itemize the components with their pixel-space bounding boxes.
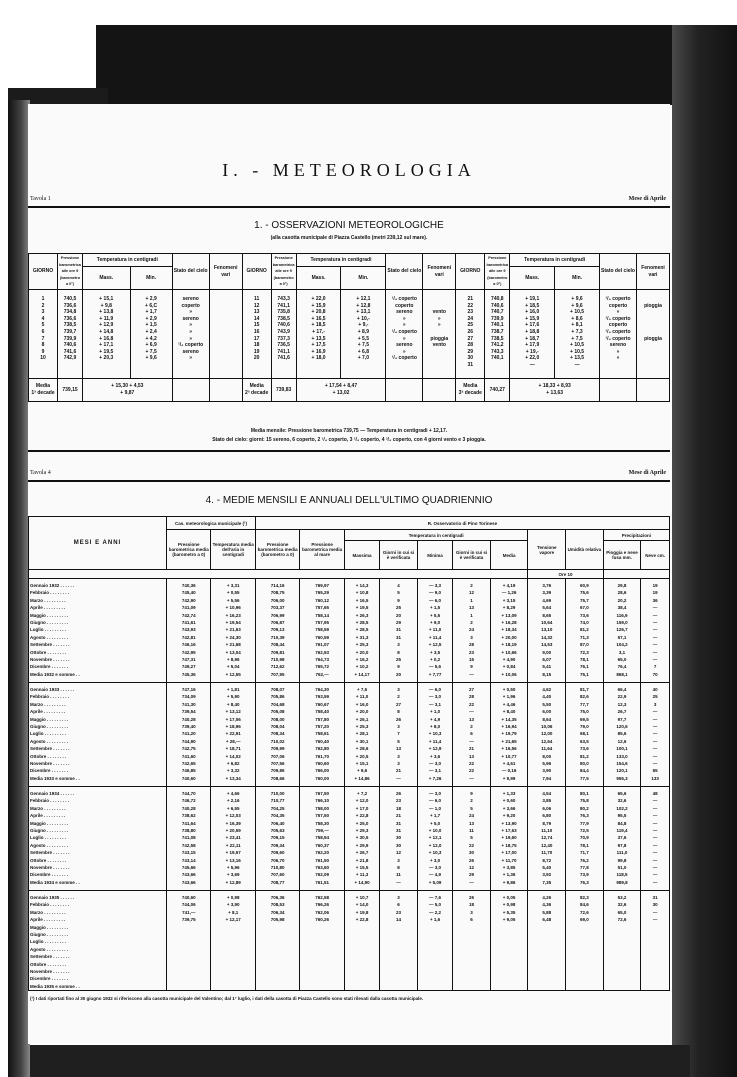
value-column: — 6,0 — 3,0 — 3,1 + 1,0 + 4,9 + 8,0 + 10,3 + 11,4 + 12,9 + 3,6 — 3,0 — 3,1 + 7,26 [417, 683, 452, 787]
value-column: + 1,33 + 0,60 + 3,66 + 9,20 + 13,90 + 17,63 + 19,60 + 18,75 + 17,00 + 11,70 + 3,85 + 1,36 + 9,86 [490, 787, 528, 891]
days-cell: 11 12 13 14 15 16 17 18 19 20 [242, 290, 271, 379]
tmin-cell: + 9,6 + 9,6 + 10,5 + 8,6 + 8,1 + 7,3 + 7,5 + 10,5 + 10,5 + 13,5 — [555, 290, 600, 379]
col-massima: Massima [344, 541, 379, 570]
sky-cell: sereno coperto » sereno » » » ¹/₄ coperto sereno » [172, 290, 209, 379]
avg-pressure: 740,27 [485, 379, 510, 402]
col-fenomeni: Fenomeni vari [209, 254, 242, 290]
year-block-1935 [29, 891, 670, 991]
col-mass: Mass. [296, 267, 341, 290]
tavola1-label: Tavola 1 [30, 196, 51, 202]
col-media: Media [490, 541, 528, 570]
value-column: 26 18 3 6 [453, 891, 491, 991]
value-column: + 3,31 + 0,55 + 5,56 + 10,96 + 16,23 + 19,54 + 21,63 + 24,30 + 21,68 + 13,04 + 8,96 + 5,04 + 12,55 [211, 579, 255, 683]
col-giorno: GIORNO [242, 254, 271, 290]
value-column: 706,36 708,53 706,34 705,98 [255, 891, 299, 991]
avg-pressure: 739,83 [271, 379, 296, 402]
tavola4-month: Mese di Aprile [628, 470, 666, 476]
avg-temp: + 17,54 + 8,47 + 13,02 [296, 379, 386, 402]
sky-cell: ¹/₄ coperto coperto sereno » » ¹/₄ coperto » sereno » ¹/₄ coperto [386, 290, 423, 379]
phenomena-cell: vento » » pioggia vento [423, 290, 456, 379]
col-pressione: Pressione barometrica alle ore 9 (barometro a 0°) [58, 254, 83, 290]
value-column: 3 6 23 14 [380, 891, 418, 991]
pressure-cell: 743,3 741,1 735,8 738,5 740,6 743,9 737,3 736,5 741,1 741,6 [271, 290, 296, 379]
col-pressione: Pressione barometrica alle ore 9 (barometro a 0°) [485, 254, 510, 290]
value-column: 80,1 75,8 80,2 76,3 77,9 72,5 70,9 78,1 71,7 76,2 77,8 73,9 76,3 [566, 787, 604, 891]
summary-line-1: Media mensile: Pressione barometrica 739,75 — Temperatura in centigradi + 12,17. [250, 428, 448, 434]
col-mesi: MESI E ANNI [29, 517, 167, 570]
col-precipitazioni: Precipitazioni [603, 530, 669, 541]
col-temperatura: Temperatura in centigradi [296, 254, 386, 267]
col-temp-c: Temperatura media dell'aria in centigradi [211, 530, 255, 570]
value-column: 740,60 744,06 741,— 739,75 [167, 891, 211, 991]
tmin-cell: + 2,9 + 6,C + 1,7 + 2,9 + 1,5 + 2,4 + 4,2 + 6,9 + 7,5 + 9,6 [130, 290, 172, 379]
tavola1-title: 1. - OSSERVAZIONI METEOROLOGICHE [254, 220, 444, 231]
months-list: Gennaio 1934 . . . . . . Febbraio . . . . . . . . Marzo . . . . . . . . . Aprile . . . . . . . . . Maggio . . . . . . . . . Giugno . . . . . . . . . Luglio . . . . . . . . . Agosto . . . . . . . . . Settembre . . . . . . . Ottobre . . . . . . . . Novembre . . . . . . . Dicembre . . . . . . . Media 1934 e somme . . [29, 787, 167, 891]
tmax-cell: + 15,1 + 9,8 + 13,8 + 11,9 + 12,9 + 14,8 + 16,8 + 17,1 + 19,5 + 20,3 [83, 290, 131, 379]
tavola4-label: Tavola 4 [30, 470, 51, 476]
document-page [28, 104, 670, 1044]
value-column: 60,9 75,6 75,7 67,0 73,6 74,0 81,2 71,3 87,0 72,3 78,1 76,1 75,1 [566, 579, 604, 683]
value-column: 767,50 766,10 758,00 757,50 758,30 759,— 758,94 760,37 762,20 761,50 763,60 762,09 761,51 [300, 787, 344, 891]
value-column: 29,8 28,6 20,2 38,4 116,9 159,0 126,7 57,1 104,2 3,1 65,0 76,4 868,1 [603, 579, 641, 683]
value-column: 31 30 — — [641, 891, 670, 991]
value-column: 2 12 1 13 1 2 24 3 28 23 15 9 — [453, 579, 491, 683]
col-mass: Mass. [510, 267, 555, 290]
tmax-cell: + 22,0 + 15,9 + 20,8 + 16,5 + 18,5 + 17,- + 13,5 + 17,5 + 16,9 + 18,0 [296, 290, 341, 379]
col-stato: Stato del cielo [600, 254, 637, 290]
col-fenomeni: Fenomeni vari [637, 254, 670, 290]
value-column: + 4,66 + 2,16 + 6,55 + 12,03 + 16,39 + 20,59 + 23,41 + 22,11 + 19,57 + 13,16 + 5,96 + 3,69 + 12,89 [211, 787, 255, 891]
tmin-cell: + 12,1 + 12,8 + 13,1 + 10,- + 9,- + 8,9 + 5,5 + 7,5 + 6,8 + 7,0 [341, 290, 386, 379]
col-fenomeni: Fenomeni vari [423, 254, 456, 290]
value-column: + 7,2 + 12,0 + 17,0 + 22,8 + 25,0 + 29,3 + 30,5 + 29,9 + 26,7 + 21,8 + 15,5 + 11,3 + 14,90 [344, 787, 379, 891]
col-giorno: GIORNO [29, 254, 58, 290]
avg-label: Media 3ª decade [456, 379, 485, 402]
value-column: 747,16 734,09 741,30 739,54 740,28 739,40 741,20 744,90 742,75 741,60 742,65 746,85 740,60 [167, 683, 211, 787]
col-min: Min. [555, 267, 600, 290]
phenomena-cell: pioggia pioggia [637, 290, 670, 379]
value-column: — 3,0 — 6,0 — 1,0 + 1,7 + 5,0 + 10,0 + 12,1 + 12,0 + 10,3 + 3,0 — 3,0 — 4,9 + 5,09 [417, 787, 452, 891]
scan-border-left [8, 100, 30, 1077]
value-column: — 7,6 — 5,0 — 2,2 + 1,6 [417, 891, 452, 991]
value-column: 4,54 3,85 6,06 6,80 8,79 11,10 12,74 12,40 11,70 8,72 5,40 3,92 7,35 [528, 787, 566, 891]
value-column: 744,70 746,72 740,28 738,62 741,64 738,80 741,08 742,58 743,15 743,14 745,66 743,66 743,66 [167, 787, 211, 891]
value-column: + 0,50 + 1,96 + 4,46 + 8,40 + 14,35 + 16,94 + 19,79 + 21,65 + 16,56 + 10,77 + 4,61 — 0,16 + 9,99 [490, 683, 528, 787]
scan-border-top [96, 25, 726, 105]
value-column: 4,62 4,40 5,50 6,00 8,64 10,06 12,00 12,64 11,64 8,00 5,96 3,90 7,94 [528, 683, 566, 787]
days-cell: 21 22 23 24 25 26 27 28 29 30 31 [456, 290, 485, 379]
value-column: 3,76 3,39 4,69 5,64 8,65 10,64 13,10 14,32 14,53 9,00 6,07 5,41 8,15 [528, 579, 566, 683]
col-mass: Mass. [83, 267, 131, 290]
value-column: 82,3 84,6 72,6 69,0 [566, 891, 604, 991]
col-giorni-under: Giorni in cui si è verificata [453, 541, 491, 570]
divider [28, 450, 670, 452]
tavola1-subtitle: (alla casotta municipale di Piazza Castello (metri 239,12 sul mare). [270, 235, 428, 241]
col-casotta: Cas. meteorologica municipale (¹) [167, 517, 256, 530]
value-column: 53,2 32,6 65,0 72,6 [603, 891, 641, 991]
value-column: 4,26 4,36 5,88 6,48 [528, 891, 566, 991]
avg-pressure: 739,15 [58, 379, 83, 402]
col-pressione-o: Pressione barometrica media (barometro a 0) [255, 530, 299, 570]
months-list: Gennaio 1935 . . . . . . Febbraio . . . . . . . . Marzo . . . . . . . . . Aprile . . . . . . . . . Maggio . . . . . . . . . Giugno . . . . . . . . . Luglio . . . . . . . . . Agosto . . . . . . . . . Settembre . . . . . . . Ottobre . . . . . . . . Novembre . . . . . . . Dicembre . . . . . . . Media 1935 e somme . . [29, 891, 167, 991]
value-column: + 10,7 + 14,0 + 19,8 + 22,8 [344, 891, 379, 991]
value-column: 762,58 766,26 762,06 760,26 [300, 891, 344, 991]
sky-cell: ¹/₄ coperto coperto » ¹/₄ coperto coperto ¹/₄ coperto ¹/₄ coperto sereno » » [600, 290, 637, 379]
pressure-cell: 740,8 740,6 740,7 739,9 740,1 738,7 738,5 741,2 743,3 740,1 [485, 290, 510, 379]
col-temperatura: Temperatura in centigradi [510, 254, 600, 267]
avg-temp: + 18,33 + 8,93 + 13,63 [510, 379, 600, 402]
col-giorni-over: Giorni in cui si è verificata [380, 541, 418, 570]
value-column: + 0,05 + 0,98 + 5,35 + 9,05 [490, 891, 528, 991]
col-neve: Neve cm. [641, 541, 670, 570]
col-temperatura: Temperatura in centigradi [344, 530, 528, 541]
col-ore: Ore 10 [528, 570, 603, 579]
tmax-cell: + 19,1 + 18,5 + 16,0 + 15,9 + 17,6 + 18,8 + 18,7 + 17,9 + 19,- + 22,0 — [510, 290, 555, 379]
col-tensione: Tensione vapore [528, 530, 566, 570]
col-pressione: Pressione barometrica alle ore 9 (barometro a 0°) [271, 254, 296, 290]
value-column: 48 — — — — — — — — — — — — [641, 787, 670, 891]
col-stato: Stato del cielo [386, 254, 423, 290]
value-column: 9 2 5 24 13 11 5 22 30 26 12 29 — [453, 787, 491, 891]
year-block-1932 [29, 579, 670, 683]
value-column: 740,36 745,40 742,90 741,09 742,74 741,61 743,93 742,81 746,16 742,95 747,31 749,27 745,36 [167, 579, 211, 683]
value-column: + 4,19 — 1,26 + 3,15 + 8,29 + 13,09 + 16,28 + 18,34 + 20,00 + 18,19 + 10,66 + 4,90 + 0,84 + 10,06 [490, 579, 528, 683]
value-column: 81,7 82,6 77,7 75,0 69,5 79,0 68,1 63,5 73,6 81,2 80,0 84,4 77,5 [566, 683, 604, 787]
value-column: 66,4 22,9 12,3 26,7 97,7 120,6 85,6 12,6 100,1 133,0 154,6 120,1 955,3 [603, 683, 641, 787]
avg-temp: + 15,30 + 4,53 + 9,87 [83, 379, 173, 402]
footnote: (¹) I dati riportati fino al 30 giugno 1932 si riferiscono alla casotta municipale del Valentino; dal 1° luglio, i dati della casotta di Piazza Castello sono stati rilevati dalla casotta municipale. [30, 996, 424, 1001]
monthly-averages-table [28, 516, 670, 991]
year-block-1933 [29, 683, 670, 787]
year-block-1934 [29, 787, 670, 891]
pressure-cell: 740,5 736,6 734,8 736,6 738,5 739,7 739,9 740,6 741,6 742,9 [58, 290, 83, 379]
days-cell: 1 2 3 4 5 6 7 8 9 10 [29, 290, 58, 379]
value-column: 27 28 22 — 13 2 6 — 21 13 22 22 — [453, 683, 491, 787]
divider [28, 206, 670, 208]
value-column: + 14,3 + 10,8 + 16,5 + 19,5 + 26,3 + 28,5 + 28,5 + 31,3 + 25,3 + 20,0 + 16,2 + 10,2 + 14,17 [344, 579, 379, 683]
value-column: 65,6 32,6 102,2 95,5 84,8 119,4 37,6 97,8 111,0 99,8 51,0 118,5 989,8 [603, 787, 641, 891]
value-column: 714,16 708,75 706,00 703,37 706,99 706,87 709,13 710,39 708,44 709,81 710,98 712,62 707,95 [255, 579, 299, 683]
col-giorno: GIORNO [456, 254, 485, 290]
col-umidita: Umidità relativa [566, 530, 604, 570]
col-pressione-mare: Pressione barometrica media al mare [300, 530, 344, 570]
months-list: Gennaio 1932 . . . . . . Febbraio . . . . . . . . Marzo . . . . . . . . . Aprile . . . . . . . . . Maggio . . . . . . . . . Giugno . . . . . . . . . Luglio . . . . . . . . . Agosto . . . . . . . . . Settembre . . . . . . . Ottobre . . . . . . . . Novembre . . . . . . . Dicembre . . . . . . . Media 1932 e somme . . [29, 579, 167, 683]
col-minima: Minima [417, 541, 452, 570]
col-stato: Stato del cielo [172, 254, 209, 290]
page-title: I. - METEOROLOGIA [222, 160, 476, 180]
value-column: 19 19 36 — — — — — — — — 7 70 [641, 579, 670, 683]
scan-border-bottom [30, 1045, 690, 1077]
months-list: Gennaio 1933 . . . . . . Febbraio . . . . . . . . Marzo . . . . . . . . . Aprile . . . . . . . . . Maggio . . . . . . . . . Giugno . . . . . . . . . Luglio . . . . . . . . . Agosto . . . . . . . . . Settembre . . . . . . . Ottobre . . . . . . . . Novembre . . . . . . . Dicembre . . . . . . . Media 1933 e somme . . [29, 683, 167, 787]
summary-line-2: Stato del cielo: giorni: 15 sereno, 6 coperto, 2 ¹/₄ coperto, 3 ²/₄ coperto, 4 ³/₄ coperto, con 4 giorni vento e 3 pioggia. [212, 437, 486, 443]
value-column: 26 23 18 21 31 31 30 30 12 3 8 11 — [380, 787, 418, 891]
value-column: 764,30 763,59 760,67 758,40 757,80 757,20 758,61 760,40 762,80 761,70 760,60 766,00 760,00 [300, 683, 344, 787]
scan-border-right [672, 25, 737, 1077]
avg-label: Media 2ª decade [242, 379, 271, 402]
col-osservatorio: R. Osservatorio di Pino Torinese [255, 517, 669, 530]
col-min: Min. [341, 267, 386, 290]
observations-table [28, 253, 670, 402]
col-min: Min. [130, 267, 172, 290]
tavola1-month: Mese di Aprile [628, 196, 666, 202]
value-column: + 0,98 + 3,90 + 8,1 + 12,17 [211, 891, 255, 991]
value-column: — 3,3 — 9,0 — 6,0 + 1,5 + 5,5 + 9,0 + 11,0 + 11,4 + 12,5 + 3,5 + 0,2 — 5,6 + 7,77 [417, 579, 452, 683]
value-column: 769,97 765,29 760,12 757,65 758,14 757,95 758,59 760,59 761,07 762,93 764,73 765,72 762,— [300, 579, 344, 683]
value-column: 3 2 27 8 26 3 7 5 13 3 3 21 — [380, 683, 418, 787]
value-column: 710,00 710,77 704,25 704,35 706,40 705,63 709,15 709,34 709,60 706,70 710,80 707,60 708,77 [255, 787, 299, 891]
divider [28, 480, 670, 482]
col-pioggia: Pioggia e neve fusa mm. [603, 541, 641, 570]
value-column: + 1,81 + 5,90 + 8,40 + 13,12 + 17,06 + 18,96 + 22,91 + 28,— + 18,71 + 14,02 + 6,82 + 3,32 + 13,34 [211, 683, 255, 787]
col-pressione-c: Pressione barometrica media (barometro a 0) [167, 530, 211, 570]
value-column: 40 25 3 — — — — — — — — 65 133 [641, 683, 670, 787]
avg-label: Media 1ª decade [29, 379, 58, 402]
tavola4-title: 4. - MEDIE MENSILI E ANNUALI DELL'ULTIMO QUADRIENNIO [205, 495, 493, 506]
value-column: 708,07 705,86 704,68 705,08 708,00 708,04 708,34 710,02 709,99 707,06 707,56 709,86 708,66 [255, 683, 299, 787]
value-column: + 7,6 + 11,0 + 16,0 + 20,0 + 26,1 + 25,3 + 28,1 + 30,1 + 28,6 + 20,5 + 15,1 + 9,6 + 14,86 [344, 683, 379, 787]
phenomena-cell [209, 290, 242, 379]
value-column: 4 5 9 25 20 29 31 31 3 8 25 9 20 [380, 579, 418, 683]
col-temperatura: Temperatura in centigradi [83, 254, 173, 267]
